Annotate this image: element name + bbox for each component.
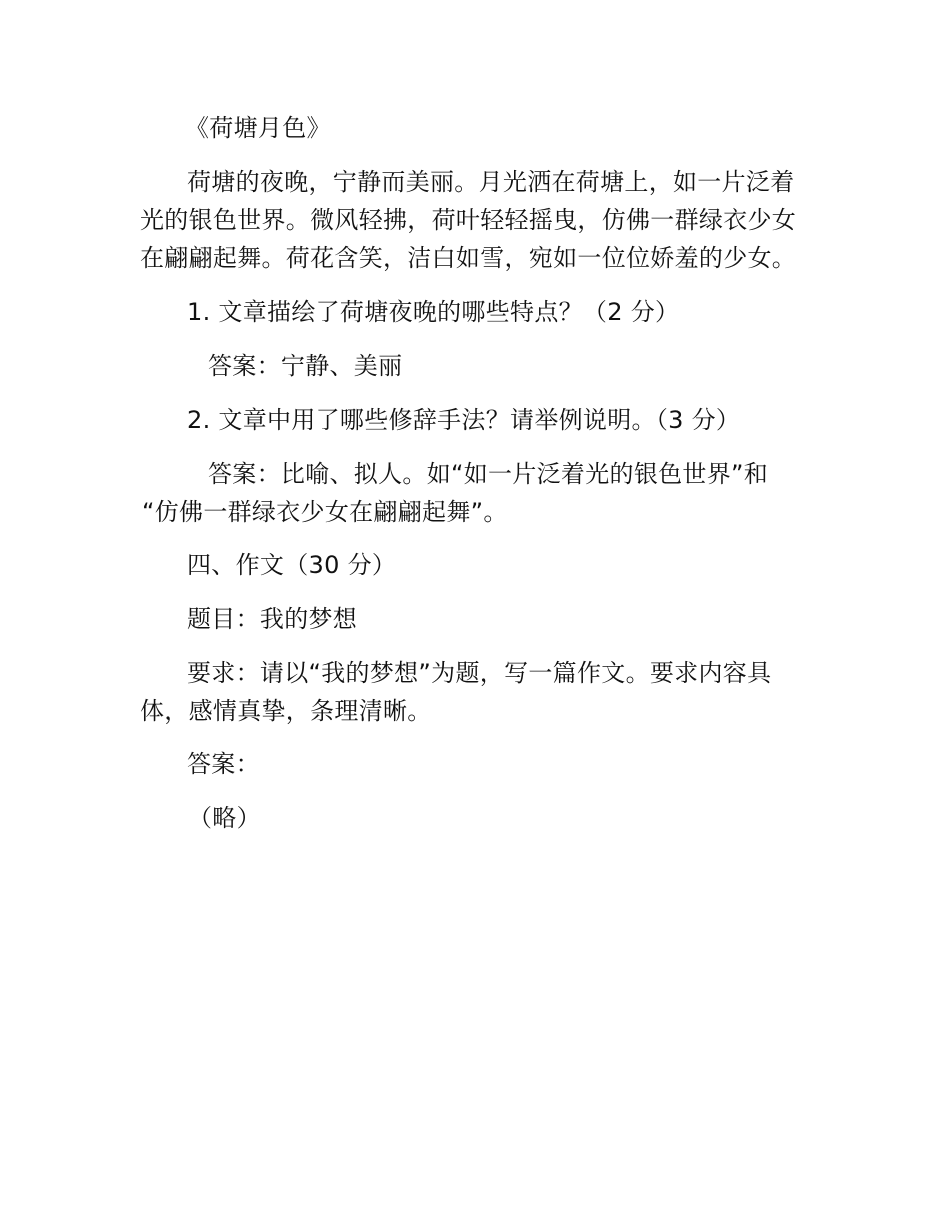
composition-requirement-line-1: 要求：请以“我的梦想”为题，写一篇作文。要求内容具 — [187, 659, 772, 687]
question-2: 2. 文章中用了哪些修辞手法？请举例说明。（3 分） — [187, 406, 741, 434]
passage-line-3: 在翩翩起舞。荷花含笑，洁白如雪，宛如一位位娇羞的少女。 — [140, 244, 797, 272]
answer-2-line-2: “仿佛一群绿衣少女在翩翩起舞”。 — [142, 498, 508, 526]
composition-topic: 题目：我的梦想 — [187, 605, 358, 633]
answer-1: 答案：宁静、美丽 — [208, 352, 403, 380]
article-title: 《荷塘月色》 — [185, 114, 331, 142]
composition-answer-label: 答案： — [187, 750, 260, 778]
question-1: 1. 文章描绘了荷塘夜晚的哪些特点？（2 分） — [187, 298, 680, 326]
passage-line-1: 荷塘的夜晚，宁静而美丽。月光洒在荷塘上，如一片泛着 — [187, 168, 795, 196]
answer-2-line-1: 答案：比喻、拟人。如“如一片泛着光的银色世界”和 — [208, 460, 769, 488]
composition-requirement-line-2: 体，感情真挚，条理清晰。 — [140, 697, 432, 725]
passage-line-2: 光的银色世界。微风轻拂，荷叶轻轻摇曳，仿佛一群绿衣少女 — [140, 206, 797, 234]
composition-section-title: 四、作文（30 分） — [187, 551, 397, 579]
composition-answer-value: （略） — [188, 804, 261, 832]
